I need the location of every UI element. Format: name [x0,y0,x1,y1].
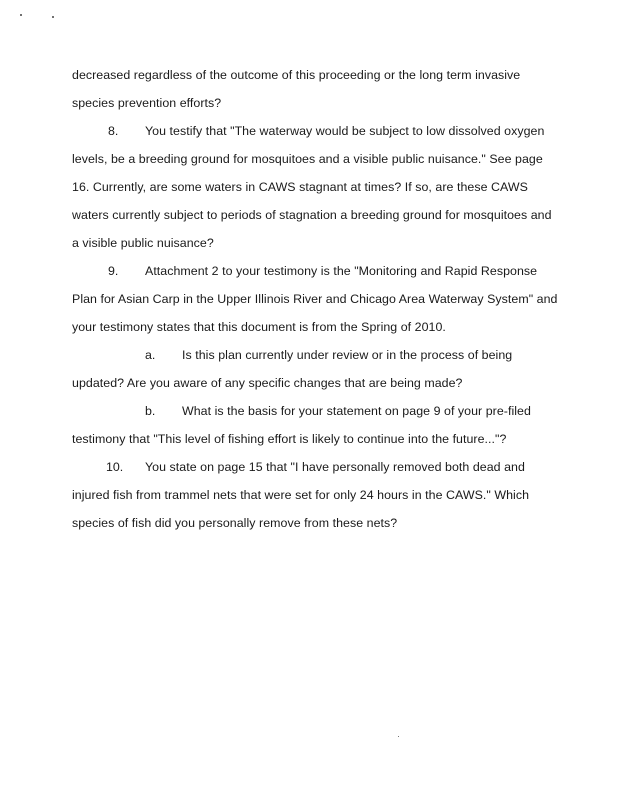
scan-speck [398,736,399,737]
text-line: injured fish from trammel nets that were set for only 24 hours in the CAWS." Which [72,488,530,502]
text-line: Plan for Asian Carp in the Upper Illinois River and Chicago Area Waterway System" and [72,292,558,306]
text-line: What is the basis for your statement on page 9 of your pre-filed [182,404,531,418]
text-line: You state on page 15 that "I have personally removed both dead and [145,460,525,474]
scan-speck [20,14,22,16]
question-number: 8. [108,124,119,138]
scan-speck [52,16,54,18]
text-line: decreased regardless of the outcome of this proceeding or the long term invasive [72,68,521,82]
text-line: testimony that "This level of fishing effort is likely to continue into the future..."? [72,432,507,446]
subquestion-letter: b. [145,404,156,418]
subquestion-letter: a. [145,348,156,362]
text-line: 16. Currently, are some waters in CAWS stagnant at times? If so, are these CAWS [72,180,528,194]
text-line: waters currently subject to periods of stagnation a breeding ground for mosquitoes and [72,208,552,222]
text-line: You testify that "The waterway would be subject to low dissolved oxygen [145,124,545,138]
text-line: levels, be a breeding ground for mosquitoes and a visible public nuisance." See page [72,152,543,166]
text-line: a visible public nuisance? [72,236,214,250]
text-line: Attachment 2 to your testimony is the "Monitoring and Rapid Response [145,264,538,278]
question-number: 9. [108,264,119,278]
question-number: 10. [106,460,124,474]
text-line: Is this plan currently under review or in the process of being [182,348,513,362]
text-line: species prevention efforts? [72,96,222,110]
text-line: updated? Are you aware of any specific changes that are being made? [72,376,463,390]
text-line: species of fish did you personally remove from these nets? [72,516,398,530]
text-line: your testimony states that this document is from the Spring of 2010. [72,320,446,334]
